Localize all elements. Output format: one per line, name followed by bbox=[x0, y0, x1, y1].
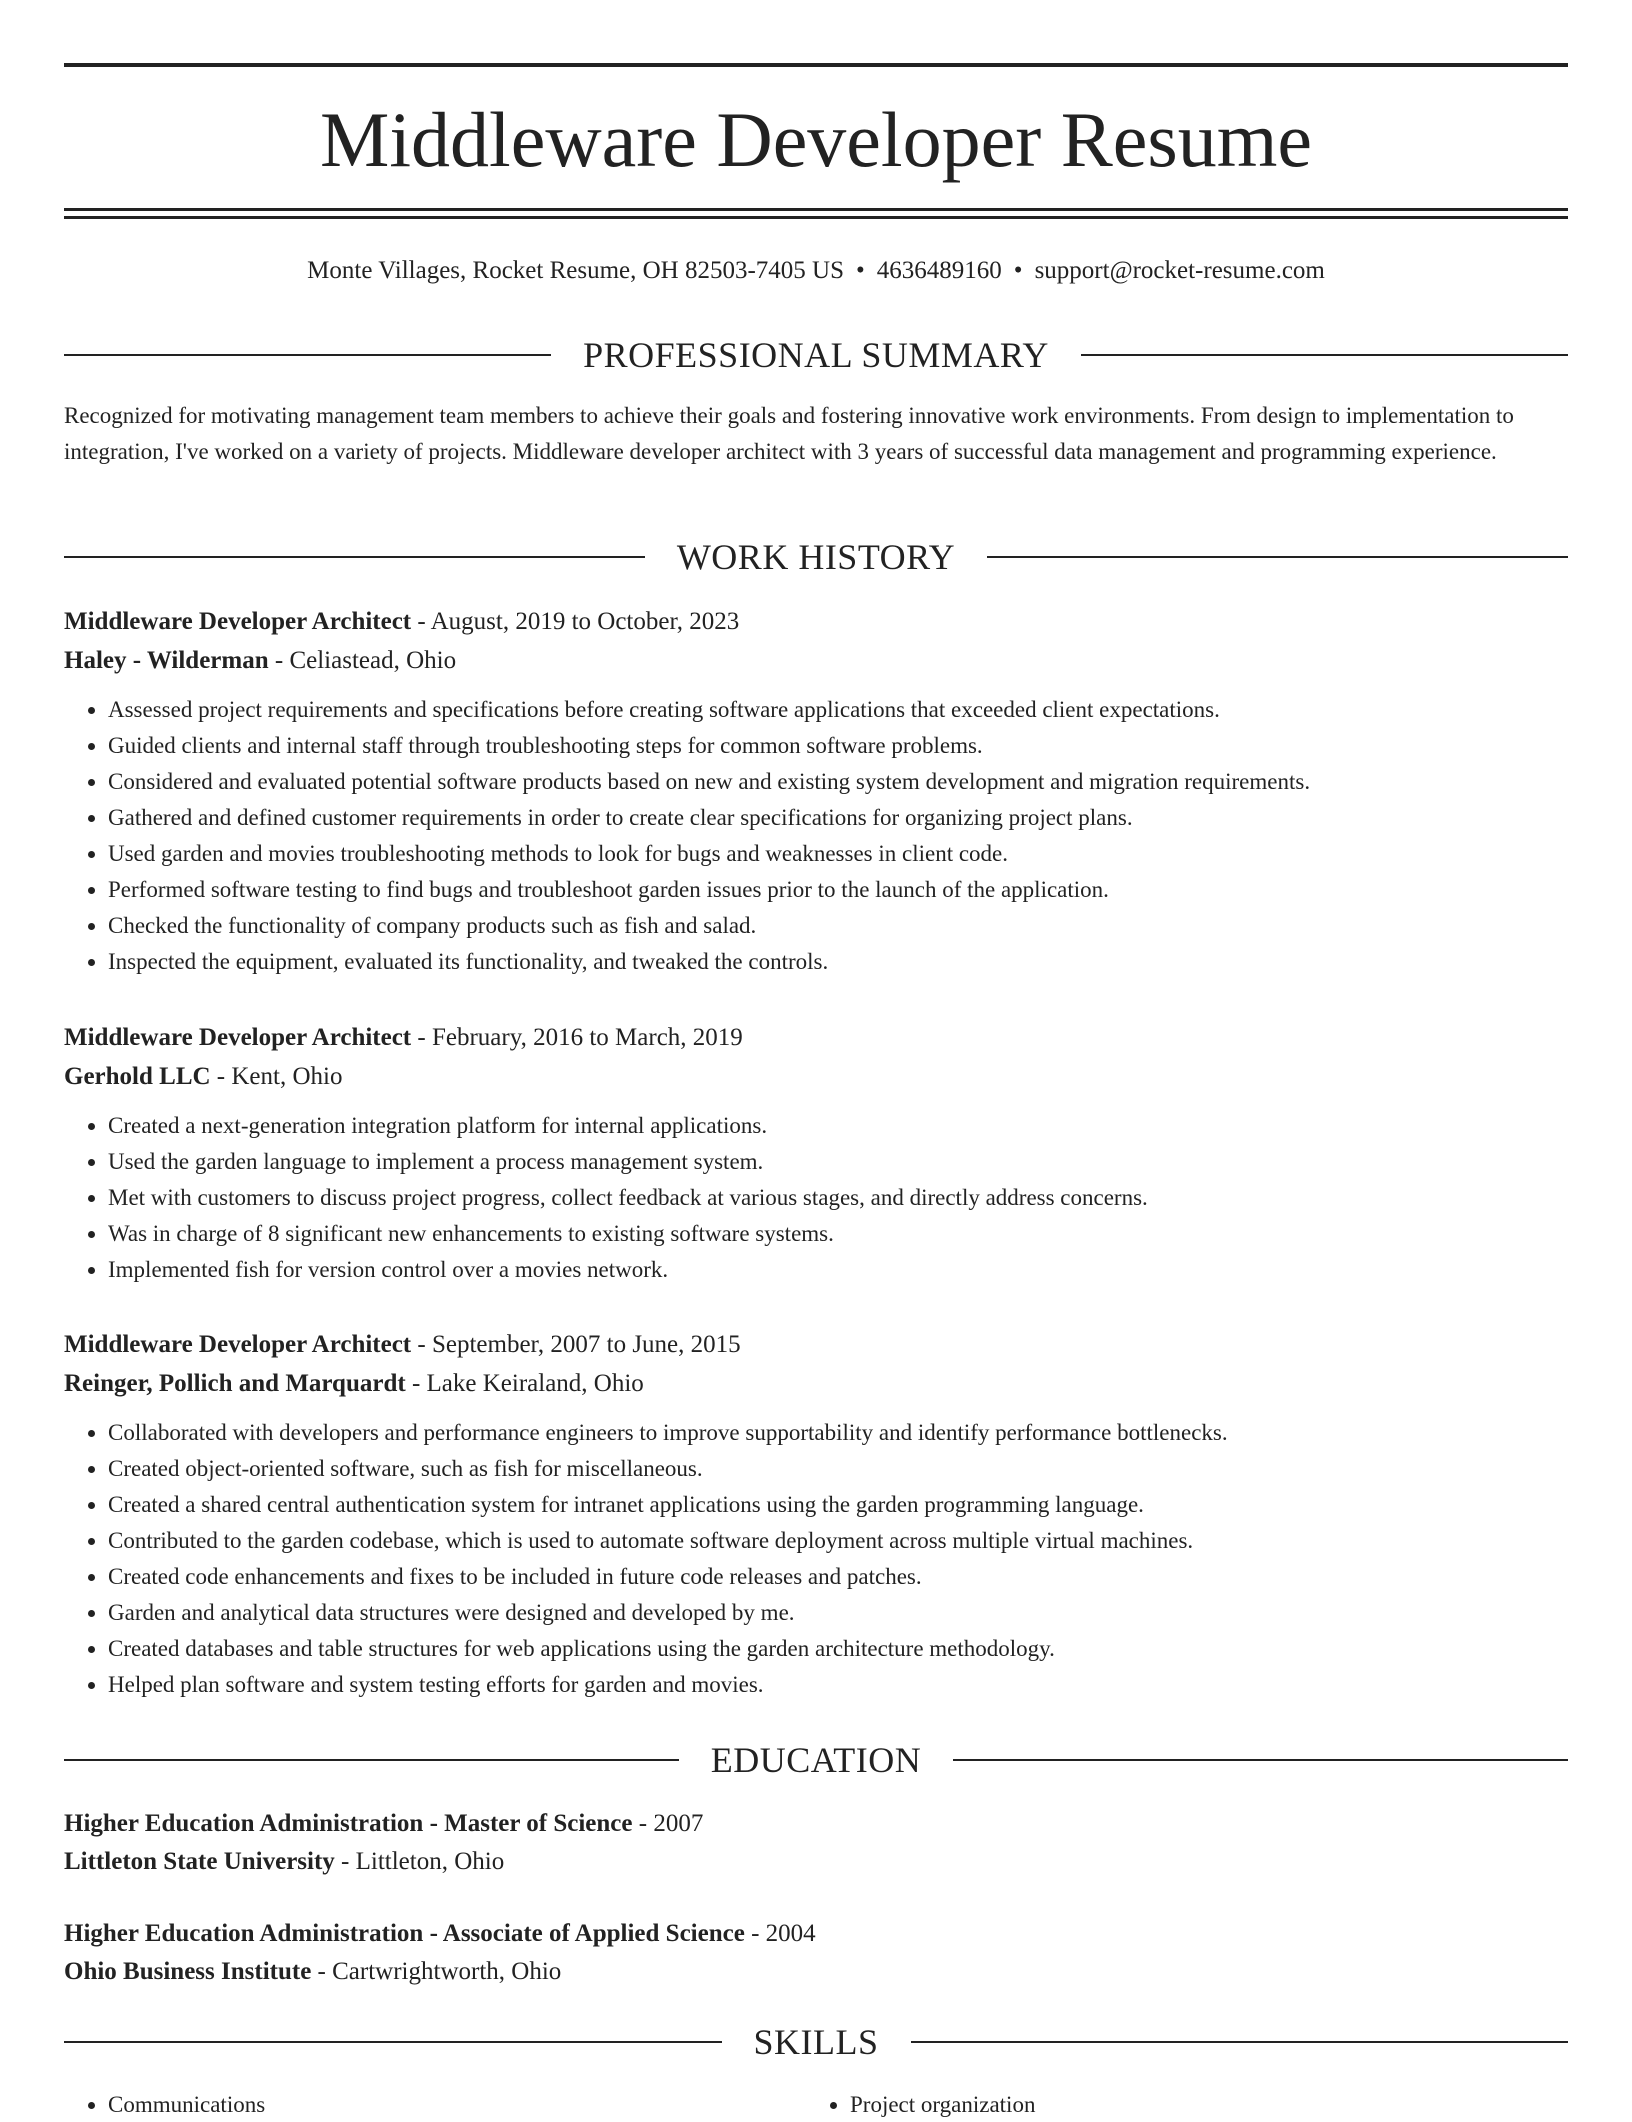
job-company: Gerhold LLC bbox=[64, 1063, 211, 1090]
job-bullet: • Collaborated with developers and performance engineers to improve supportability and identify performance bottlenecks. bbox=[108, 1415, 1568, 1451]
education-year: 2007 bbox=[653, 1810, 704, 1837]
job-company: Reinger, Pollich and Marquardt bbox=[64, 1370, 406, 1397]
skill-item: • Communications bbox=[108, 2088, 808, 2122]
education-degree: Higher Education Administration - Master of Science bbox=[64, 1810, 633, 1837]
job-company-line: Gerhold LLC - Kent, Ohio bbox=[64, 1063, 343, 1090]
education-school-line: Littleton State University - Littleton, Ohio bbox=[64, 1848, 505, 1875]
job-bullet: • Gathered and defined customer requirements in order to create clear specifications for organizing project plans. bbox=[108, 800, 1568, 836]
job-title-line: Middleware Developer Architect - February, 2016 to March, 2019 bbox=[64, 1024, 743, 1051]
section-title: PROFESSIONAL SUMMARY bbox=[583, 335, 1049, 375]
job-bullet: • Created a shared central authentication system for intranet applications using the garden programming language. bbox=[108, 1487, 1568, 1523]
skill-item: • Project organization bbox=[850, 2088, 1550, 2122]
job-bullet: • Created object-oriented software, such as fish for miscellaneous. bbox=[108, 1451, 1568, 1487]
job-dates: February, 2016 to March, 2019 bbox=[431, 1024, 743, 1051]
job-dates: August, 2019 to October, 2023 bbox=[430, 608, 740, 635]
job-bullet: • Inspected the equipment, evaluated its functionality, and tweaked the controls. bbox=[108, 944, 1568, 980]
education-school: Ohio Business Institute bbox=[64, 1958, 312, 1985]
job-location: Lake Keiraland, Ohio bbox=[426, 1370, 644, 1397]
education-entry bbox=[64, 1805, 1568, 1881]
education-location: Cartwrightworth, Ohio bbox=[332, 1958, 562, 1985]
job-entry bbox=[64, 1325, 1568, 1703]
job-bullet: • Checked the functionality of company products such as fish and salad. bbox=[108, 908, 1568, 944]
title-rule-upper bbox=[64, 208, 1568, 211]
job-bullet: • Used the garden language to implement a process management system. bbox=[108, 1144, 1568, 1180]
job-bullet: • Garden and analytical data structures were designed and developed by me. bbox=[108, 1595, 1568, 1631]
job-entry bbox=[64, 1018, 1568, 1288]
contact-separator: • bbox=[856, 257, 865, 284]
job-dates: September, 2007 to June, 2015 bbox=[431, 1331, 741, 1358]
job-bullet: • Contributed to the garden codebase, which is used to automate software deployment across multiple virtual machines. bbox=[108, 1523, 1568, 1559]
education-degree: Higher Education Administration - Associate of Applied Science bbox=[64, 1920, 745, 1947]
skills-column bbox=[806, 2088, 1550, 2122]
job-title: Middleware Developer Architect bbox=[64, 1331, 412, 1358]
job-bullet: • Was in charge of 8 significant new enhancements to existing software systems. bbox=[108, 1216, 1568, 1252]
job-bullet: • Considered and evaluated potential software products based on new and existing system development and migration requirements. bbox=[108, 764, 1568, 800]
job-company-line: Reinger, Pollich and Marquardt - Lake Keiraland, Ohio bbox=[64, 1370, 644, 1397]
resume-title: Middleware Developer Resume bbox=[320, 96, 1312, 183]
contact-phone: 4636489160 bbox=[876, 257, 1002, 284]
job-bullet: • Used garden and movies troubleshooting methods to look for bugs and weaknesses in client code. bbox=[108, 836, 1568, 872]
section-heading-education bbox=[64, 1738, 1568, 1782]
job-bullets bbox=[64, 1415, 1568, 1703]
job-bullet: • Created a next-generation integration platform for internal applications. bbox=[108, 1108, 1568, 1144]
job-location: Kent, Ohio bbox=[231, 1063, 343, 1090]
education-school-line: Ohio Business Institute - Cartwrightworth, Ohio bbox=[64, 1958, 562, 1985]
job-bullet: • Met with customers to discuss project progress, collect feedback at various stages, and directly address concerns. bbox=[108, 1180, 1568, 1216]
education-year: 2004 bbox=[765, 1920, 816, 1947]
job-bullet: • Performed software testing to find bugs and troubleshoot garden issues prior to the launch of the application. bbox=[108, 872, 1568, 908]
job-title: Middleware Developer Architect bbox=[64, 1024, 412, 1051]
contact-separator: • bbox=[1013, 257, 1023, 284]
summary-text: Recognized for motivating management team members to achieve their goals and fostering innovative work environments. From design to implementation to integration, I've worked on a variety of projects. Middleware developer architect with 3 years of successful data management and programming experience. bbox=[64, 403, 1514, 464]
heading-rule bbox=[64, 2041, 722, 2043]
job-bullet: • Implemented fish for version control over a movies network. bbox=[108, 1252, 1568, 1288]
job-entry bbox=[64, 602, 1568, 980]
section-heading-work bbox=[64, 535, 1568, 579]
skills-column bbox=[64, 2088, 808, 2122]
heading-rule bbox=[953, 1759, 1568, 1761]
education-location: Littleton, Ohio bbox=[355, 1848, 505, 1875]
job-bullets bbox=[64, 1108, 1568, 1288]
section-title: EDUCATION bbox=[710, 1740, 922, 1780]
heading-rule bbox=[64, 556, 645, 558]
top-rule bbox=[64, 63, 1568, 67]
job-title-line: Middleware Developer Architect - September, 2007 to June, 2015 bbox=[64, 1331, 741, 1358]
heading-rule bbox=[64, 1759, 679, 1761]
job-bullet: • Guided clients and internal staff through troubleshooting steps for common software problems. bbox=[108, 728, 1568, 764]
section-heading-skills bbox=[64, 2020, 1568, 2064]
job-bullet: • Helped plan software and system testing efforts for garden and movies. bbox=[108, 1667, 1568, 1703]
job-title-line: Middleware Developer Architect - August, 2019 to October, 2023 bbox=[64, 608, 740, 635]
education-degree-line: Higher Education Administration - Associate of Applied Science - 2004 bbox=[64, 1920, 816, 1947]
job-location: Celiastead, Ohio bbox=[289, 647, 457, 674]
job-bullets bbox=[64, 692, 1568, 980]
heading-rule bbox=[64, 354, 551, 356]
job-bullet: • Assessed project requirements and specifications before creating software applications that exceeded client expectations. bbox=[108, 692, 1568, 728]
job-company-line: Haley - Wilderman - Celiastead, Ohio bbox=[64, 647, 457, 674]
heading-rule bbox=[987, 556, 1568, 558]
job-company: Haley - Wilderman bbox=[64, 647, 269, 674]
section-title: WORK HISTORY bbox=[676, 537, 956, 577]
heading-rule bbox=[911, 2041, 1569, 2043]
job-bullet: • Created code enhancements and fixes to be included in future code releases and patches. bbox=[108, 1559, 1568, 1595]
education-entry bbox=[64, 1915, 1568, 1991]
job-title: Middleware Developer Architect bbox=[64, 608, 412, 635]
education-school: Littleton State University bbox=[64, 1848, 335, 1875]
education-degree-line: Higher Education Administration - Master of Science - 2007 bbox=[64, 1810, 704, 1837]
contact-address: Monte Villages, Rocket Resume, OH 82503-7405 US bbox=[307, 257, 845, 284]
job-bullet: • Created databases and table structures for web applications using the garden architecture methodology. bbox=[108, 1631, 1568, 1667]
section-title: SKILLS bbox=[753, 2022, 879, 2062]
contact-email: support@rocket-resume.com bbox=[1034, 257, 1325, 284]
contact-line bbox=[64, 253, 1568, 289]
section-heading-summary bbox=[64, 333, 1568, 377]
heading-rule bbox=[1081, 354, 1568, 356]
title-rule-lower bbox=[64, 216, 1568, 219]
